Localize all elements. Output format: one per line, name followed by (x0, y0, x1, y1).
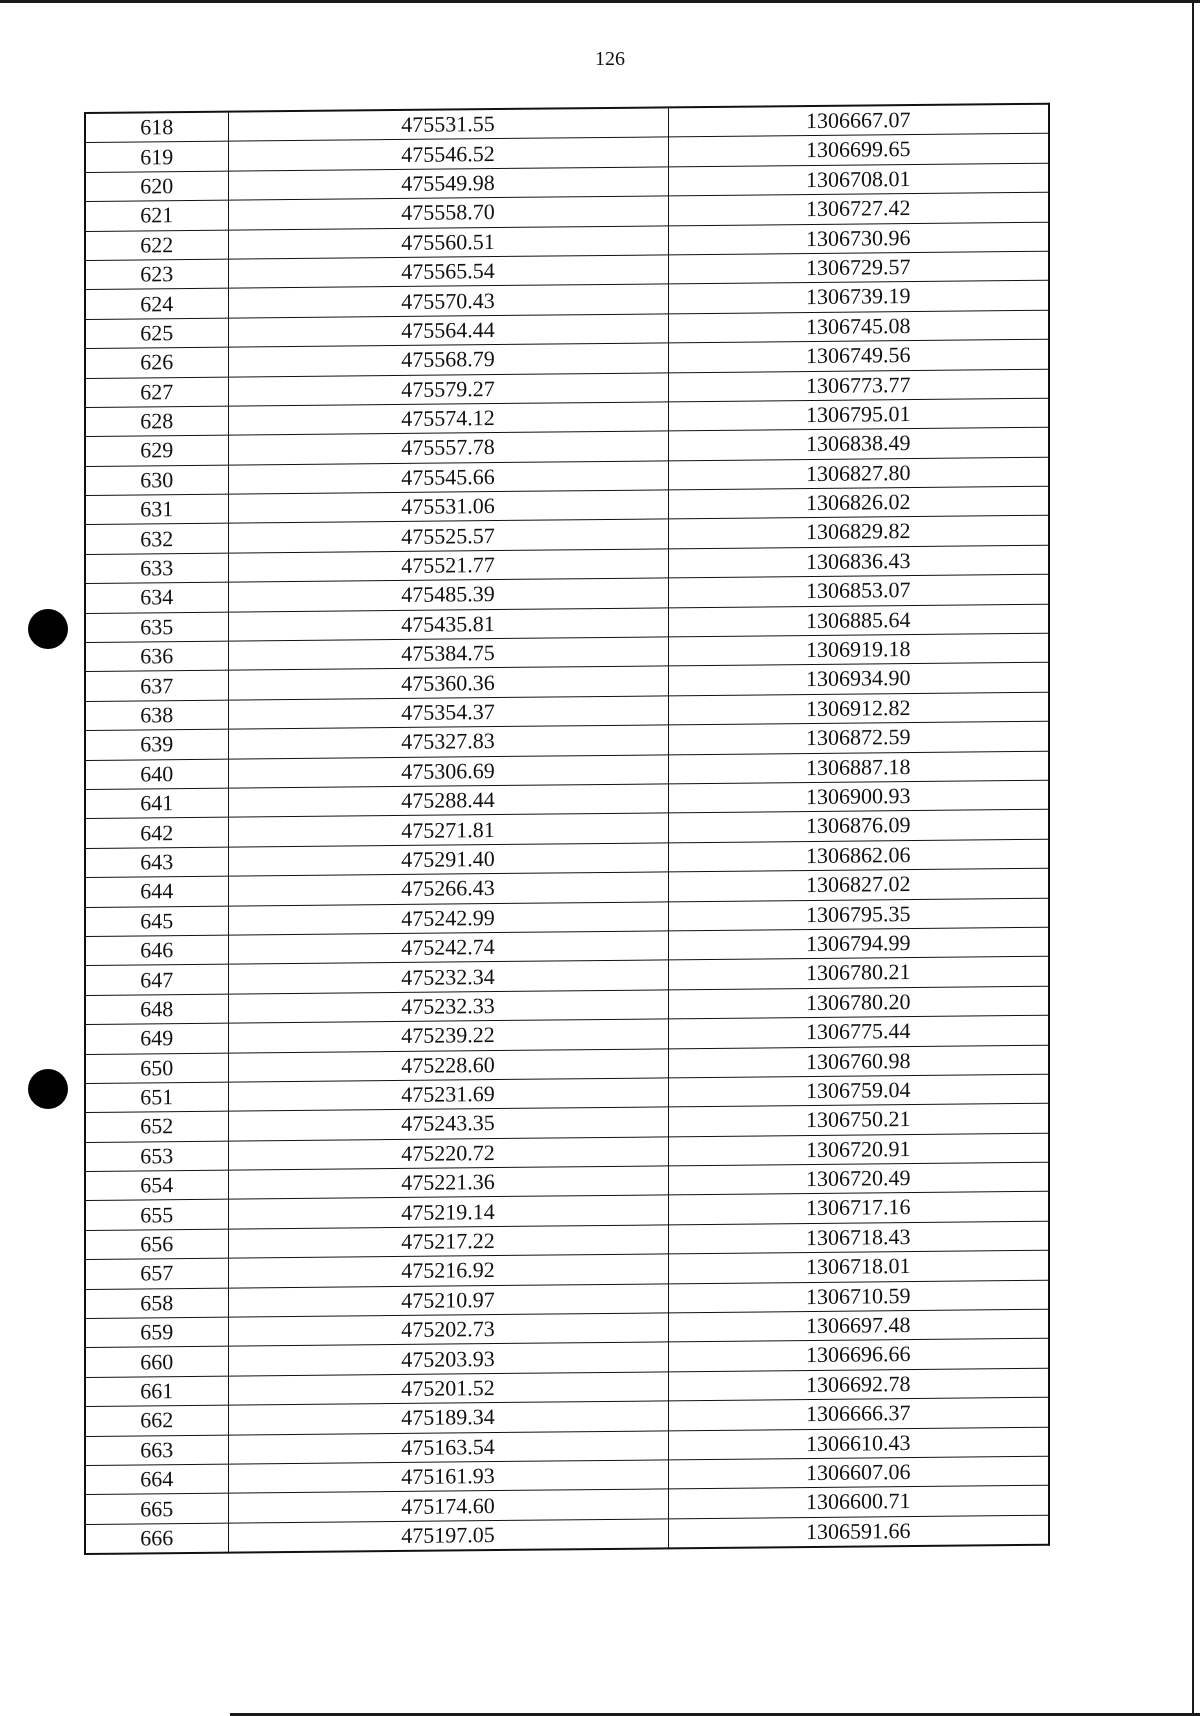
coordinate-table (84, 103, 1050, 1555)
y-coordinate-cell: 1306729.57 (668, 251, 1049, 284)
x-coordinate-cell: 475549.98 (228, 167, 668, 201)
y-coordinate-cell: 1306794.99 (668, 927, 1049, 960)
point-number-cell: 633 (85, 553, 228, 584)
point-number-cell: 638 (85, 700, 228, 731)
y-coordinate-cell: 1306745.08 (668, 310, 1049, 343)
y-coordinate-cell: 1306826.02 (668, 486, 1049, 519)
y-coordinate-cell: 1306667.07 (668, 104, 1049, 138)
punch-hole-upper (28, 609, 68, 649)
point-number-cell: 625 (85, 318, 228, 349)
point-number-cell: 656 (85, 1229, 228, 1260)
y-coordinate-cell: 1306727.42 (668, 192, 1049, 225)
y-coordinate-cell: 1306760.98 (668, 1045, 1049, 1078)
x-coordinate-cell: 475203.93 (228, 1342, 668, 1376)
y-coordinate-cell: 1306885.64 (668, 604, 1049, 637)
y-coordinate-cell: 1306749.56 (668, 339, 1049, 372)
y-coordinate-cell: 1306610.43 (668, 1427, 1049, 1460)
x-coordinate-cell: 475174.60 (228, 1489, 668, 1523)
y-coordinate-cell: 1306887.18 (668, 751, 1049, 784)
x-coordinate-cell: 475521.77 (228, 549, 668, 583)
y-coordinate-cell: 1306912.82 (668, 692, 1049, 725)
x-coordinate-cell: 475560.51 (228, 225, 668, 259)
y-coordinate-cell: 1306696.66 (668, 1339, 1049, 1372)
x-coordinate-cell: 475565.54 (228, 255, 668, 289)
x-coordinate-cell: 475197.05 (228, 1519, 668, 1553)
point-number-cell: 640 (85, 759, 228, 790)
point-number-cell: 665 (85, 1493, 228, 1524)
y-coordinate-cell: 1306591.66 (668, 1515, 1049, 1549)
x-coordinate-cell: 475210.97 (228, 1284, 668, 1318)
y-coordinate-cell: 1306750.21 (668, 1104, 1049, 1137)
y-coordinate-cell: 1306600.71 (668, 1486, 1049, 1519)
y-coordinate-cell: 1306730.96 (668, 222, 1049, 255)
x-coordinate-cell: 475306.69 (228, 754, 668, 788)
y-coordinate-cell: 1306759.04 (668, 1074, 1049, 1107)
x-coordinate-cell: 475242.74 (228, 931, 668, 965)
point-number-cell: 624 (85, 288, 228, 319)
y-coordinate-cell: 1306718.43 (668, 1221, 1049, 1254)
y-coordinate-cell: 1306773.77 (668, 369, 1049, 402)
x-coordinate-cell: 475231.69 (228, 1078, 668, 1112)
y-coordinate-cell: 1306708.01 (668, 163, 1049, 196)
point-number-cell: 646 (85, 935, 228, 966)
point-number-cell: 620 (85, 171, 228, 202)
point-number-cell: 631 (85, 494, 228, 525)
x-coordinate-cell: 475384.75 (228, 637, 668, 671)
point-number-cell: 637 (85, 671, 228, 702)
x-coordinate-cell: 475228.60 (228, 1048, 668, 1082)
x-coordinate-cell: 475360.36 (228, 666, 668, 700)
x-coordinate-cell: 475531.55 (228, 107, 668, 141)
y-coordinate-cell: 1306919.18 (668, 633, 1049, 666)
x-coordinate-cell: 475216.92 (228, 1254, 668, 1288)
point-number-cell: 659 (85, 1317, 228, 1348)
x-coordinate-cell: 475574.12 (228, 402, 668, 436)
y-coordinate-cell: 1306780.20 (668, 986, 1049, 1019)
y-coordinate-cell: 1306739.19 (668, 281, 1049, 314)
point-number-cell: 664 (85, 1464, 228, 1495)
x-coordinate-cell: 475232.33 (228, 990, 668, 1024)
y-coordinate-cell: 1306853.07 (668, 574, 1049, 607)
point-number-cell: 657 (85, 1258, 228, 1289)
point-number-cell: 661 (85, 1376, 228, 1407)
x-coordinate-cell: 475242.99 (228, 901, 668, 935)
point-number-cell: 645 (85, 906, 228, 937)
point-number-cell: 628 (85, 406, 228, 437)
y-coordinate-cell: 1306720.91 (668, 1133, 1049, 1166)
x-coordinate-cell: 475354.37 (228, 696, 668, 730)
y-coordinate-cell: 1306717.16 (668, 1192, 1049, 1225)
y-coordinate-cell: 1306795.01 (668, 398, 1049, 431)
punch-hole-lower (28, 1069, 68, 1109)
point-number-cell: 634 (85, 582, 228, 613)
x-coordinate-cell: 475232.34 (228, 960, 668, 994)
y-coordinate-cell: 1306827.02 (668, 868, 1049, 901)
point-number-cell: 621 (85, 200, 228, 231)
point-number-cell: 630 (85, 465, 228, 496)
point-number-cell: 632 (85, 524, 228, 555)
page-edge-right (1192, 0, 1194, 1716)
x-coordinate-cell: 475546.52 (228, 137, 668, 171)
point-number-cell: 642 (85, 817, 228, 848)
y-coordinate-cell: 1306827.80 (668, 457, 1049, 490)
y-coordinate-cell: 1306872.59 (668, 721, 1049, 754)
x-coordinate-cell: 475201.52 (228, 1372, 668, 1406)
point-number-cell: 619 (85, 142, 228, 173)
point-number-cell: 622 (85, 230, 228, 261)
point-number-cell: 626 (85, 347, 228, 378)
y-coordinate-cell: 1306780.21 (668, 957, 1049, 990)
x-coordinate-cell: 475239.22 (228, 1019, 668, 1053)
point-number-cell: 651 (85, 1082, 228, 1113)
x-coordinate-cell: 475202.73 (228, 1313, 668, 1347)
x-coordinate-cell: 475219.14 (228, 1195, 668, 1229)
y-coordinate-cell: 1306775.44 (668, 1015, 1049, 1048)
point-number-cell: 655 (85, 1200, 228, 1231)
y-coordinate-cell: 1306718.01 (668, 1250, 1049, 1283)
point-number-cell: 643 (85, 847, 228, 878)
y-coordinate-cell: 1306876.09 (668, 810, 1049, 843)
point-number-cell: 648 (85, 994, 228, 1025)
y-coordinate-cell: 1306699.65 (668, 134, 1049, 167)
point-number-cell: 627 (85, 377, 228, 408)
point-number-cell: 618 (85, 112, 228, 143)
x-coordinate-cell: 475545.66 (228, 461, 668, 495)
point-number-cell: 636 (85, 641, 228, 672)
x-coordinate-cell: 475189.34 (228, 1401, 668, 1435)
x-coordinate-cell: 475217.22 (228, 1225, 668, 1259)
y-coordinate-cell: 1306607.06 (668, 1456, 1049, 1489)
point-number-cell: 653 (85, 1141, 228, 1172)
y-coordinate-cell: 1306862.06 (668, 839, 1049, 872)
point-number-cell: 623 (85, 259, 228, 290)
y-coordinate-cell: 1306836.43 (668, 545, 1049, 578)
x-coordinate-cell: 475568.79 (228, 343, 668, 377)
x-coordinate-cell: 475291.40 (228, 843, 668, 877)
x-coordinate-cell: 475163.54 (228, 1430, 668, 1464)
point-number-cell: 649 (85, 1023, 228, 1054)
x-coordinate-cell: 475327.83 (228, 725, 668, 759)
point-number-cell: 660 (85, 1347, 228, 1378)
x-coordinate-cell: 475435.81 (228, 608, 668, 642)
y-coordinate-cell: 1306900.93 (668, 780, 1049, 813)
page-number: 126 (595, 48, 625, 70)
point-number-cell: 652 (85, 1111, 228, 1142)
x-coordinate-cell: 475243.35 (228, 1107, 668, 1141)
point-number-cell: 650 (85, 1053, 228, 1084)
y-coordinate-cell: 1306795.35 (668, 898, 1049, 931)
point-number-cell: 629 (85, 435, 228, 466)
x-coordinate-cell: 475531.06 (228, 490, 668, 524)
point-number-cell: 658 (85, 1288, 228, 1319)
point-number-cell: 666 (85, 1523, 228, 1554)
x-coordinate-cell: 475271.81 (228, 813, 668, 847)
point-number-cell: 644 (85, 876, 228, 907)
y-coordinate-cell: 1306697.48 (668, 1309, 1049, 1342)
x-coordinate-cell: 475570.43 (228, 284, 668, 318)
y-coordinate-cell: 1306934.90 (668, 663, 1049, 696)
x-coordinate-cell: 475220.72 (228, 1137, 668, 1171)
x-coordinate-cell: 475557.78 (228, 431, 668, 465)
point-number-cell: 654 (85, 1170, 228, 1201)
x-coordinate-cell: 475221.36 (228, 1166, 668, 1200)
point-number-cell: 647 (85, 964, 228, 995)
point-number-cell: 635 (85, 612, 228, 643)
y-coordinate-cell: 1306692.78 (668, 1368, 1049, 1401)
y-coordinate-cell: 1306838.49 (668, 428, 1049, 461)
y-coordinate-cell: 1306829.82 (668, 516, 1049, 549)
point-number-cell: 639 (85, 729, 228, 760)
point-number-cell: 663 (85, 1435, 228, 1466)
x-coordinate-cell: 475564.44 (228, 314, 668, 348)
y-coordinate-cell: 1306710.59 (668, 1280, 1049, 1313)
x-coordinate-cell: 475485.39 (228, 578, 668, 612)
y-coordinate-cell: 1306720.49 (668, 1162, 1049, 1195)
coordinate-table-body (85, 104, 1049, 1554)
x-coordinate-cell: 475266.43 (228, 872, 668, 906)
point-number-cell: 641 (85, 788, 228, 819)
x-coordinate-cell: 475288.44 (228, 784, 668, 818)
x-coordinate-cell: 475161.93 (228, 1460, 668, 1494)
point-number-cell: 662 (85, 1405, 228, 1436)
x-coordinate-cell: 475558.70 (228, 196, 668, 230)
page-edge-top (0, 0, 1200, 3)
x-coordinate-cell: 475579.27 (228, 372, 668, 406)
coordinate-table-wrapper (84, 103, 1048, 1555)
x-coordinate-cell: 475525.57 (228, 519, 668, 553)
y-coordinate-cell: 1306666.37 (668, 1397, 1049, 1430)
